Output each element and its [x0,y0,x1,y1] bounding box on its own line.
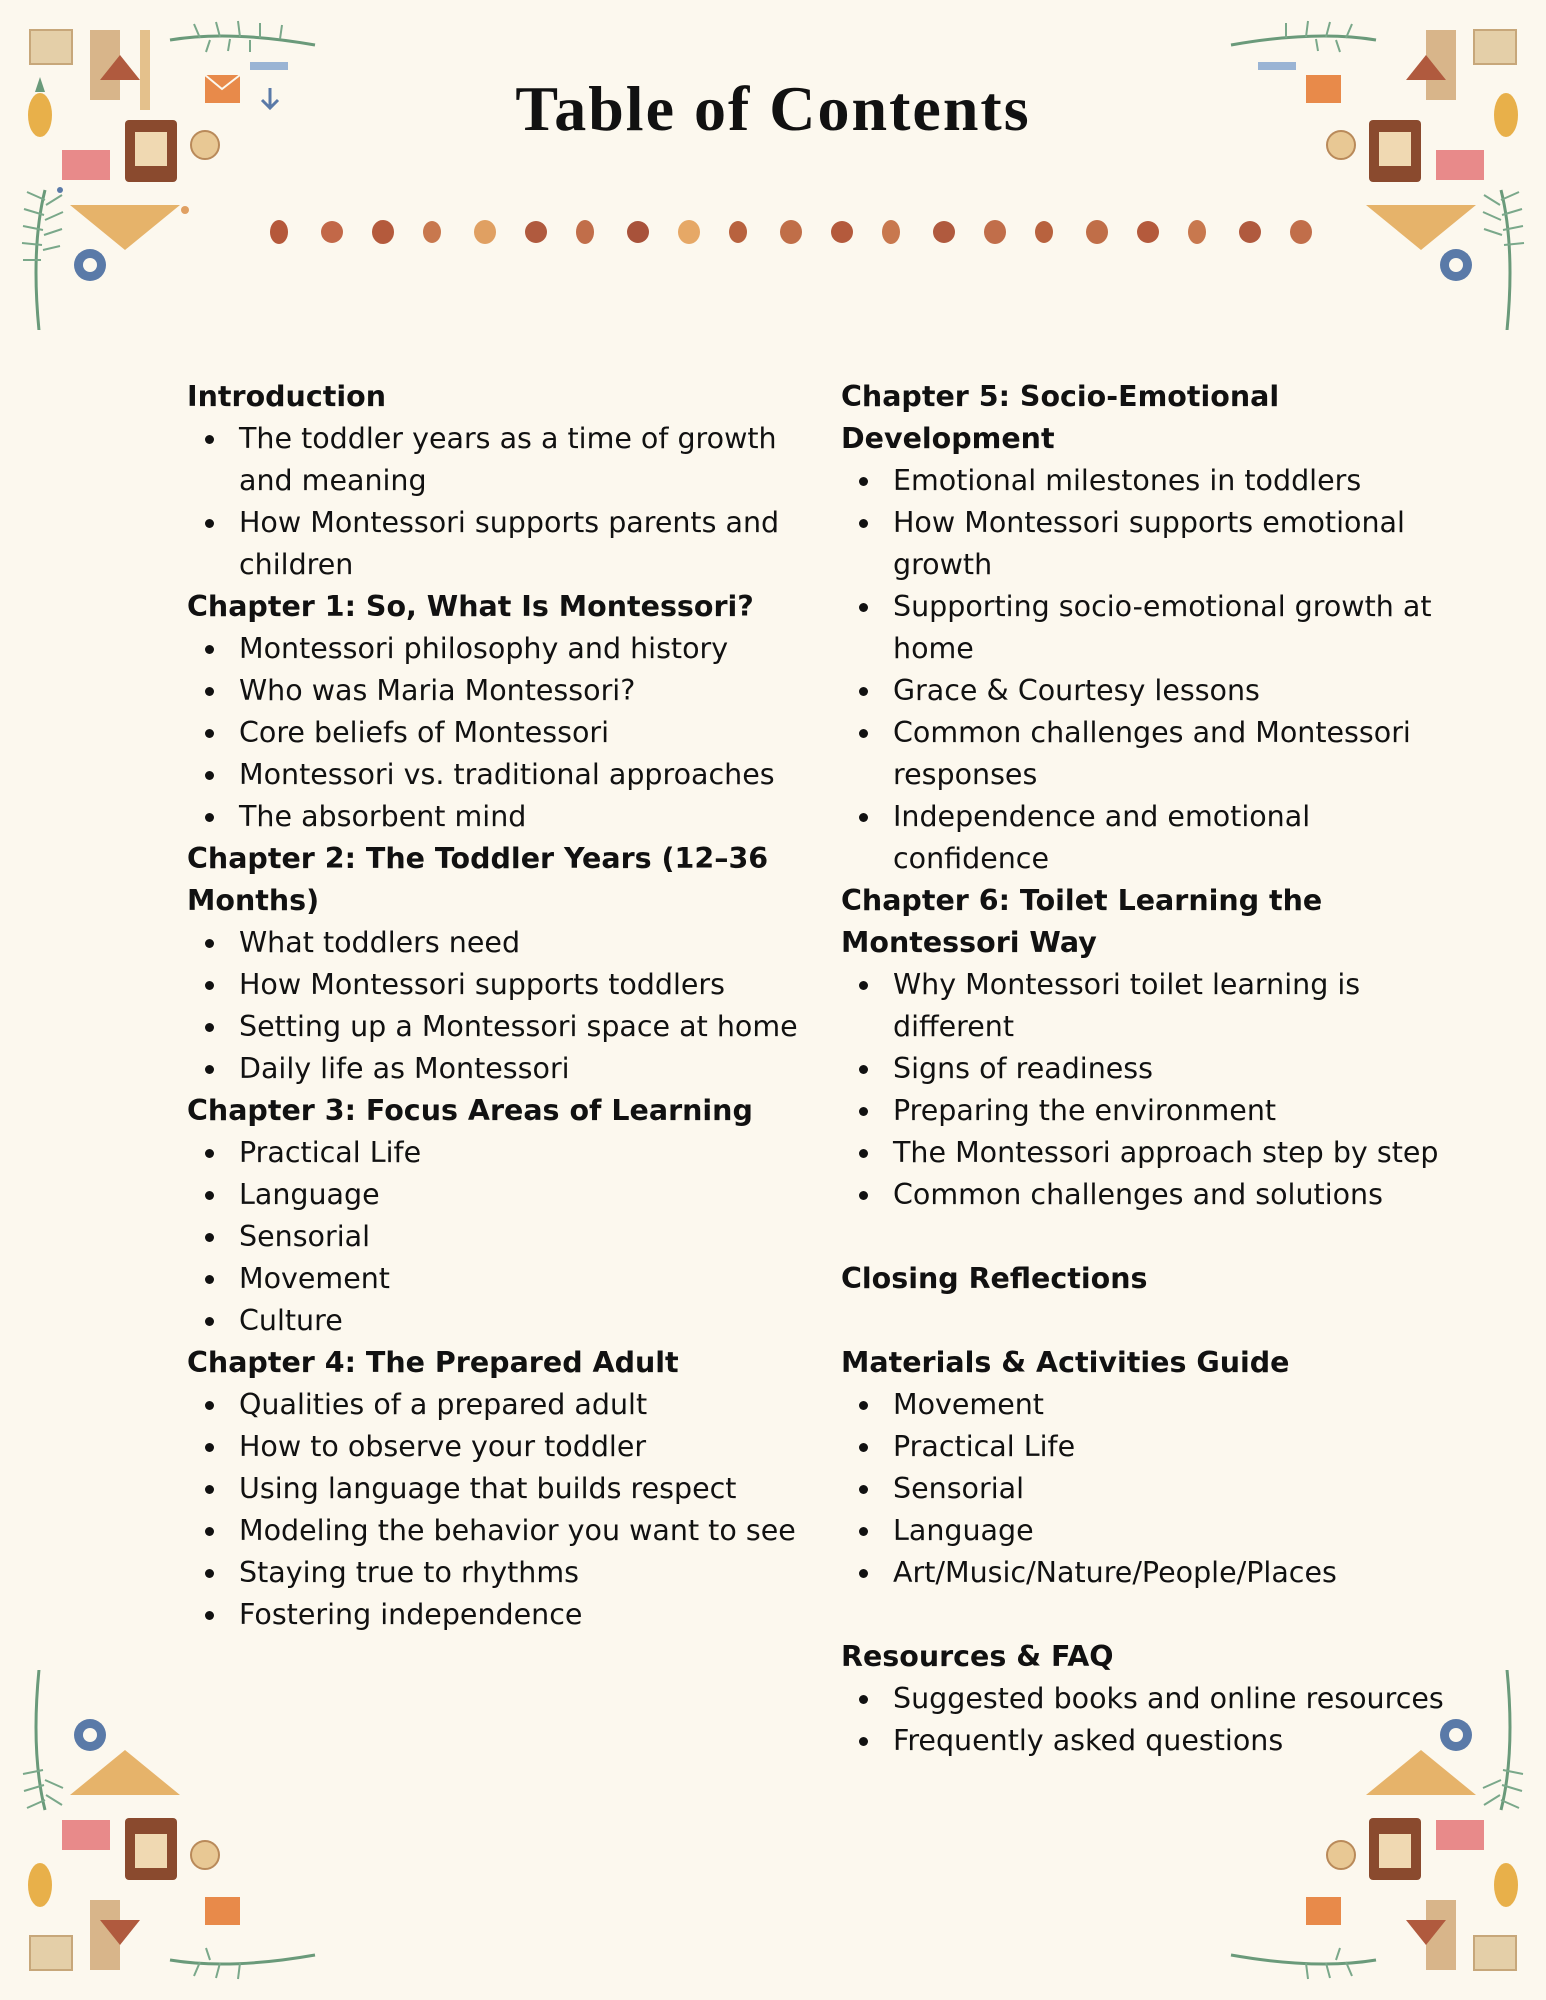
list-item: Movement [841,1384,1461,1426]
divider-dot [1239,221,1261,243]
toc-left-column [187,376,807,1636]
section-heading: Chapter 3: Focus Areas of Learning [187,1094,753,1127]
divider-dot [1086,220,1108,244]
list-item: Core beliefs of Montessori [187,712,807,754]
section-item-list [841,964,1461,1216]
divider-dot [1188,220,1206,244]
list-item: Fostering independence [187,1594,807,1636]
divider-dot [1035,221,1053,243]
section-item-list [187,1384,807,1636]
list-item: Modeling the behavior you want to see [187,1510,807,1552]
list-item: How Montessori supports emotional growth [841,502,1461,586]
divider-dot [882,220,900,244]
list-item: Common challenges and Montessori responses [841,712,1461,796]
section-item-list [187,418,807,586]
divider-dot [474,220,496,244]
list-item: Frequently asked questions [841,1720,1461,1762]
section-heading: Chapter 2: The Toddler Years (12–36 Months) [187,842,769,917]
list-item: Montessori vs. traditional approaches [187,754,807,796]
list-item: Common challenges and solutions [841,1174,1461,1216]
list-item: Language [841,1510,1461,1552]
divider-dot [270,220,288,244]
list-item: Suggested books and online resources [841,1678,1461,1720]
list-item: The Montessori approach step by step [841,1132,1461,1174]
list-item: Daily life as Montessori [187,1048,807,1090]
section-item-list [841,460,1461,880]
list-item: Practical Life [841,1426,1461,1468]
divider-dot [1290,220,1312,244]
section-item-list [841,1384,1461,1594]
list-item: Who was Maria Montessori? [187,670,807,712]
divider-dot [576,220,594,244]
section-heading: Chapter 4: The Prepared Adult [187,1346,679,1379]
list-item: Montessori philosophy and history [187,628,807,670]
corner-decoration [0,0,330,330]
divider-dot [984,220,1006,244]
divider-dot [321,221,343,243]
divider-dot [831,221,853,243]
list-item: Signs of readiness [841,1048,1461,1090]
list-item: Supporting socio-emotional growth at home [841,586,1461,670]
list-item: Grace & Courtesy lessons [841,670,1461,712]
section-heading: Introduction [187,380,386,413]
section-heading: Chapter 5: Socio-Emotional Development [841,380,1280,455]
list-item: Emotional milestones in toddlers [841,460,1461,502]
section-heading: Chapter 6: Toilet Learning the Montessori Way [841,884,1323,959]
section-item-list [187,922,807,1090]
list-item: Using language that builds respect [187,1468,807,1510]
list-item: Culture [187,1300,807,1342]
corner-decoration [0,1670,330,2000]
section-heading: Materials & Activities Guide [841,1346,1290,1379]
list-item: Setting up a Montessori space at home [187,1006,807,1048]
list-item: Practical Life [187,1132,807,1174]
corner-decoration [1216,0,1546,330]
section-item-list [187,628,807,838]
divider-dot [780,220,802,244]
list-item: What toddlers need [187,922,807,964]
list-item: Independence and emotional confidence [841,796,1461,880]
list-item: Sensorial [841,1468,1461,1510]
list-item: The absorbent mind [187,796,807,838]
toc-right-column [841,376,1461,1762]
list-item: Preparing the environment [841,1090,1461,1132]
list-item: Sensorial [187,1216,807,1258]
divider-dot [423,221,441,243]
list-item: How to observe your toddler [187,1426,807,1468]
divider-dot [372,220,394,244]
divider-dot [729,221,747,243]
list-item: Movement [187,1258,807,1300]
list-item: The toddler years as a time of growth and meaning [187,418,807,502]
list-item: How Montessori supports parents and children [187,502,807,586]
section-item-list [841,1678,1461,1762]
divider-dot [627,221,649,243]
section-heading: Chapter 1: So, What Is Montessori? [187,590,754,623]
divider-dot [525,221,547,243]
list-item: Why Montessori toilet learning is different [841,964,1461,1048]
divider-dot [933,221,955,243]
page-title: Table of Contents [515,73,1031,144]
divider-dot [678,220,700,244]
list-item: How Montessori supports toddlers [187,964,807,1006]
section-heading: Closing Reflections [841,1262,1148,1295]
section-heading: Resources & FAQ [841,1640,1114,1673]
list-item: Art/Music/Nature/People/Places [841,1552,1461,1594]
list-item: Language [187,1174,807,1216]
list-item: Qualities of a prepared adult [187,1384,807,1426]
list-item: Staying true to rhythms [187,1552,807,1594]
section-item-list [187,1132,807,1342]
dot-divider [270,212,1320,252]
divider-dot [1137,221,1159,243]
